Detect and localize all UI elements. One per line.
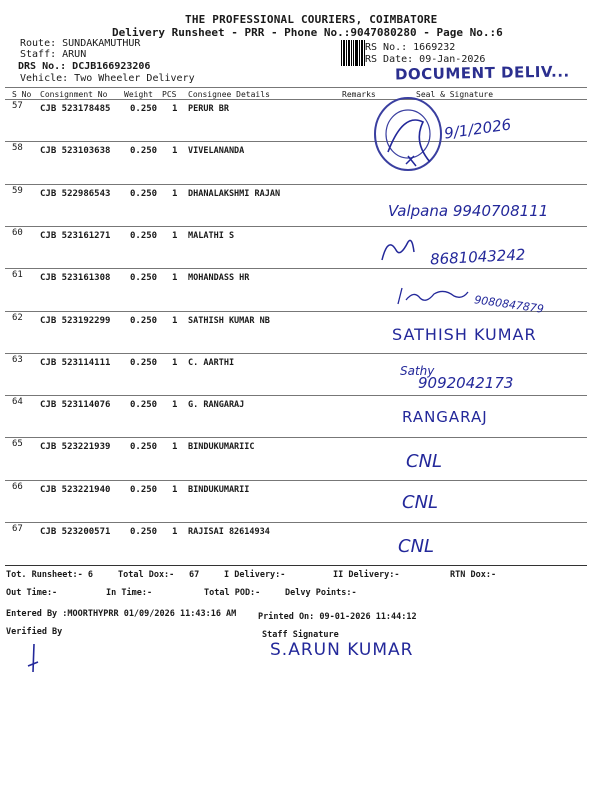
col-consignment: Consignment No: [40, 90, 108, 99]
table-row: [0, 142, 600, 184]
row-weight: 0.250: [130, 188, 158, 199]
row-weight: 0.250: [130, 104, 158, 114]
row-consignee-name: RAJISAI 82614934: [188, 527, 270, 537]
row-weight: 0.250: [130, 527, 158, 537]
row-consignment-no: CJB 523114076: [40, 400, 111, 411]
table-row: [0, 481, 600, 523]
document-delivery-stamp: DOCUMENT DELIV...: [394, 62, 570, 84]
row-sno: 66: [12, 481, 23, 492]
row-consignee-name: MALATHI S: [188, 230, 235, 241]
row-pcs: 1: [172, 442, 178, 453]
printed-on: Printed On: 09-01-2026 11:44:12: [258, 612, 417, 622]
ii-delivery: II Delivery:-: [333, 570, 400, 580]
row-consignment-no: CJB 522986543: [40, 188, 111, 199]
handwriting-row-64: RANGARAJ: [402, 408, 488, 426]
row-pcs: 1: [172, 188, 178, 199]
staff-signature-label: Staff Signature: [262, 630, 339, 640]
tot-runsheet: Tot. Runsheet:- 6: [6, 570, 93, 580]
row-consignment-no: CJB 523192299: [40, 315, 111, 326]
col-remarks: Remarks: [342, 90, 376, 99]
row-consignment-no: CJB 523221940: [40, 484, 111, 495]
row-consignee-name: C. AARTHI: [188, 357, 235, 368]
row-pcs: 1: [172, 146, 178, 157]
row-consignment-no: CJB 523161308: [40, 273, 111, 284]
row-weight: 0.250: [130, 484, 158, 495]
col-pcs: PCS: [162, 90, 177, 99]
handwriting-row-61: 9080847879: [473, 293, 545, 316]
row-pcs: 1: [172, 484, 178, 495]
col-weight: Weight: [124, 90, 153, 99]
row-consignment-no: CJB 523103638: [40, 146, 111, 157]
table-row: [0, 523, 600, 565]
row-consignment-no: CJB 523114111: [40, 357, 111, 368]
handwriting-row-63-name: Sathy: [400, 364, 435, 378]
col-consignee: Consignee Details: [188, 90, 270, 99]
row-consignee-name: PERUR BR: [188, 104, 229, 114]
in-time: In Time:-: [106, 588, 153, 598]
handwriting-row-60: 8681043242: [429, 245, 526, 269]
row-consignee-name: VIVELANANDA: [188, 146, 245, 157]
delvy-points: Delvy Points:-: [285, 588, 357, 598]
col-signature: Seal & Signature: [416, 90, 494, 99]
row-consignment-no: CJB 523200571: [40, 527, 111, 537]
row-pcs: 1: [172, 104, 178, 114]
row-consignee-name: G. RANGARAJ: [188, 400, 245, 411]
col-sno: S No: [12, 90, 32, 99]
row-pcs: 1: [172, 273, 178, 284]
row-weight: 0.250: [130, 357, 158, 368]
total-dox-value: 67: [189, 570, 200, 580]
out-time: Out Time:-: [6, 588, 58, 598]
row-weight: 0.250: [130, 146, 158, 157]
row-consignee-name: DHANALAKSHMI RAJAN: [188, 188, 281, 199]
row-pcs: 1: [172, 527, 178, 537]
handwriting-row-65: CNL: [406, 451, 443, 472]
total-dox-label: Total Dox:-: [118, 570, 175, 580]
drs-number: DRS No.: DCJB166923206: [18, 61, 151, 72]
row-weight: 0.250: [130, 315, 158, 326]
row-sno: 58: [12, 143, 23, 154]
row-pcs: 1: [172, 315, 178, 326]
row-sno: 65: [12, 439, 23, 450]
row-sno: 61: [12, 270, 23, 281]
barcode-icon: [341, 40, 365, 66]
row-consignee-name: SATHISH KUMAR NB: [188, 315, 270, 326]
header-top-rule: [5, 87, 587, 88]
signature-scribble-row-61: [394, 284, 474, 308]
handwriting-row-59: Valpana 9940708111: [388, 202, 549, 220]
table-row: [0, 438, 600, 480]
row-pcs: 1: [172, 400, 178, 411]
row-weight: 0.250: [130, 442, 158, 453]
handwriting-row-66: CNL: [402, 492, 439, 513]
row-consignment-no: CJB 523178485: [40, 104, 111, 114]
i-delivery: I Delivery:-: [224, 570, 286, 580]
handwriting-row-67: CNL: [398, 536, 435, 557]
row-sno: 59: [12, 185, 23, 196]
row-consignment-no: CJB 523161271: [40, 230, 111, 241]
row-pcs: 1: [172, 357, 178, 368]
signature-row-57: 9/1/2026: [443, 115, 513, 143]
row-sno: 63: [12, 354, 23, 365]
row-consignee-name: BINDUKUMARII: [188, 484, 250, 495]
verified-by-label: Verified By: [6, 627, 63, 637]
total-pod: Total POD:-: [204, 588, 261, 598]
row-weight: 0.250: [130, 400, 158, 411]
staff-label: Staff: ARUN: [20, 49, 87, 60]
verified-by-signature: [24, 642, 44, 676]
row-weight: 0.250: [130, 230, 158, 241]
row-sno: 60: [12, 227, 23, 238]
handwriting-row-63: 9092042173: [418, 374, 514, 392]
row-sno: 62: [12, 312, 23, 323]
row-pcs: 1: [172, 230, 178, 241]
rtn-dox: RTN Dox:-: [450, 570, 497, 580]
row-consignment-no: CJB 523221939: [40, 442, 111, 453]
runsheet-subtitle: Delivery Runsheet - PRR - Phone No.:9047080280 - Page No.:6: [112, 26, 503, 39]
row-sno: 57: [12, 101, 23, 111]
company-title: THE PROFESSIONAL COURIERS, COIMBATORE: [185, 13, 438, 26]
rs-date: RS Date: 09-Jan-2026: [365, 54, 486, 65]
row-weight: 0.250: [130, 273, 158, 284]
row-consignee-name: MOHANDASS HR: [188, 273, 250, 284]
entered-by: Entered By :MOORTHYPRR 01/09/2026 11:43:16 AM: [6, 609, 237, 619]
rs-number: RS No.: 1669232: [365, 42, 456, 53]
row-sno: 64: [12, 397, 23, 408]
vehicle-label: Vehicle: Two Wheeler Delivery: [20, 73, 195, 84]
row-consignee-name: BINDUKUMARIIC: [188, 442, 255, 453]
handwriting-row-62: SATHISH KUMAR: [392, 325, 537, 344]
footer-rule: [5, 565, 587, 566]
office-seal-stamp: [368, 92, 448, 178]
route-label: Route: SUNDAKAMUTHUR: [20, 38, 141, 49]
table-row: [0, 396, 600, 438]
signature-scribble-row-60: [378, 232, 418, 266]
row-sno: 67: [12, 524, 23, 534]
staff-handwritten-signature: S.ARUN KUMAR: [270, 640, 414, 660]
